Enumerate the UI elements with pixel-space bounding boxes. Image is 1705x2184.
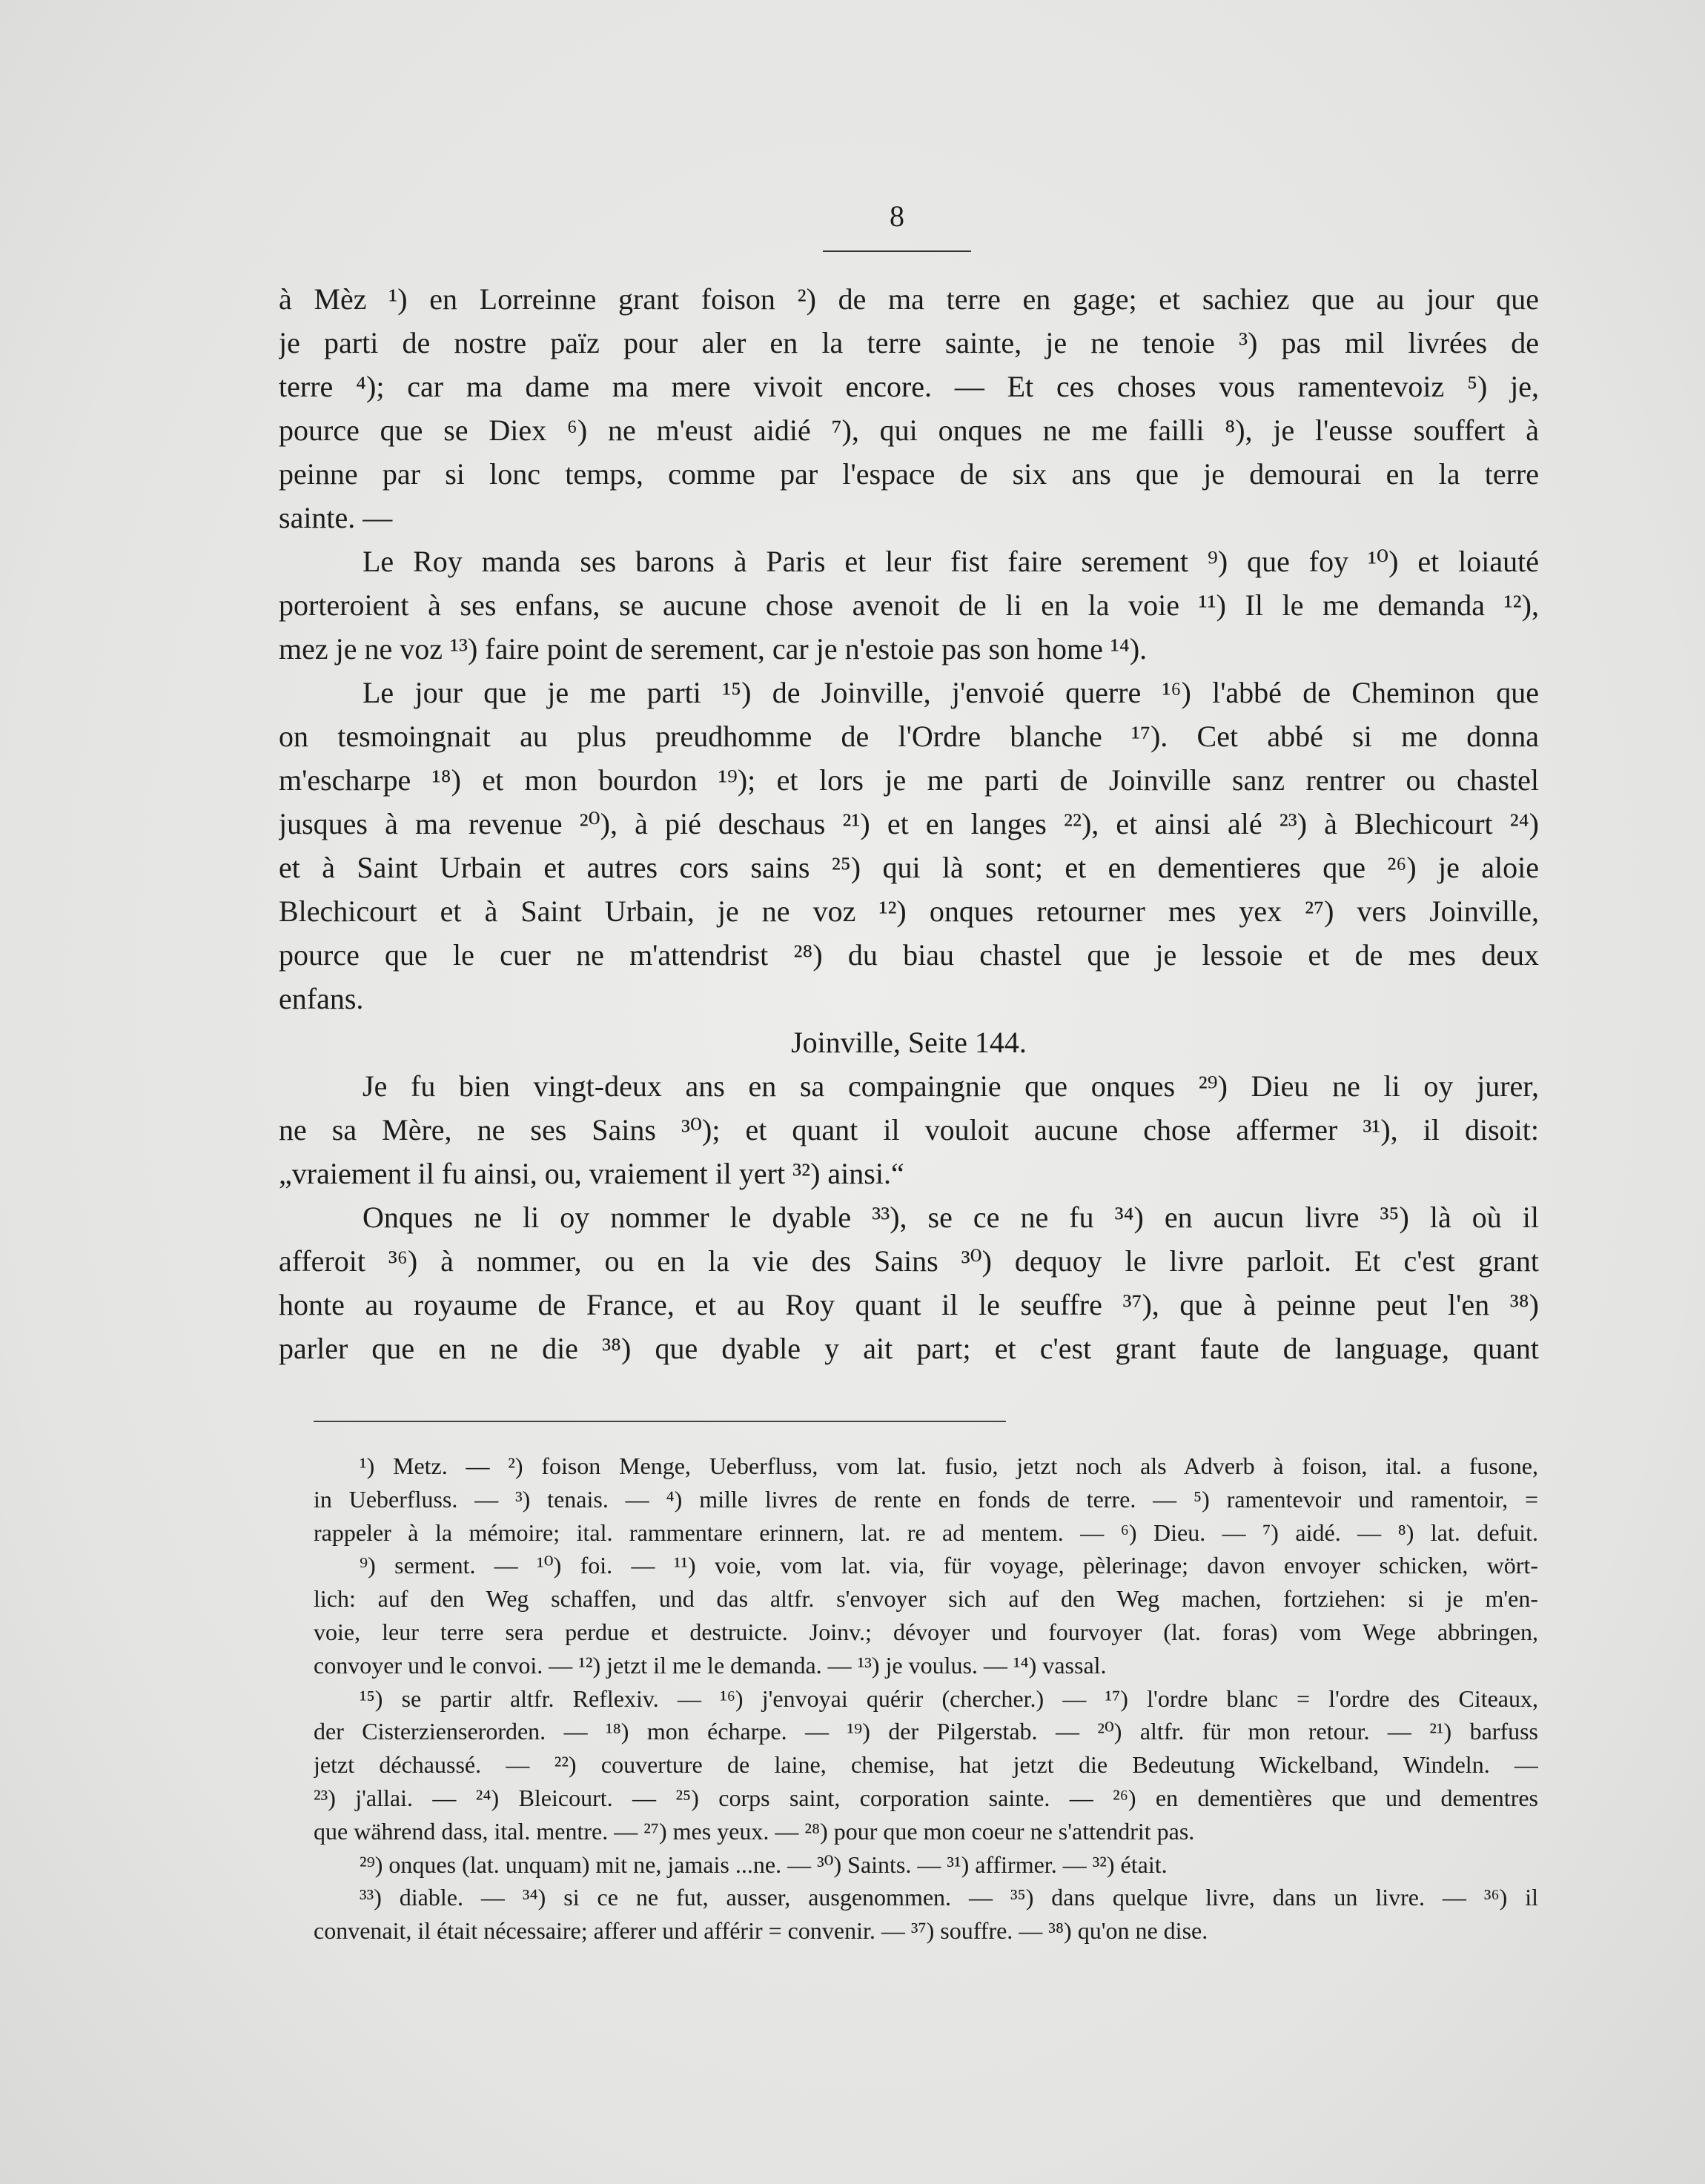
footnote-line: ²³) j'allai. — ²⁴) Bleicourt. — ²⁵) corps saint, corporation sainte. — ²⁶) en dementières que und dementres: [314, 1784, 1538, 1811]
text-line: je parti de nostre païz pour aler en la terre sainte, je ne tenoie ³) pas mil livrées de: [279, 326, 1539, 359]
text-line: terre ⁴); car ma dame ma mere vivoit encore. — Et ces choses vous ramentevoiz ⁵) je,: [279, 370, 1539, 403]
text-line: Blechicourt et à Saint Urbain, je ne voz ¹²) onques retourner mes yex ²⁷) vers Joinville,: [279, 894, 1539, 928]
footnote-rule: [314, 1421, 1006, 1422]
text-line: m'escharpe ¹⁸) et mon bourdon ¹⁹); et lors je me parti de Joinville sanz rentrer ou chastel: [279, 763, 1539, 797]
text-line: parler que en ne die ³⁸) que dyable y ait part; et c'est grant faute de language, quant: [279, 1332, 1539, 1365]
text-line: Onques ne li oy nommer le dyable ³³), se ce ne fu ³⁴) en aucun livre ³⁵) là où il: [362, 1201, 1539, 1234]
footnote-line: jetzt déchaussé. — ²²) couverture de laine, chemise, hat jetzt die Bedeutung Wickelband, Windeln. —: [314, 1751, 1538, 1779]
footnote-line: ⁹) serment. — ¹⁰) foi. — ¹¹) voie, vom lat. via, für voyage, pèlerinage; davon envoyer schicken, wört-: [360, 1552, 1538, 1579]
text-line: on tesmoingnait au plus preudhomme de l'Ordre blanche ¹⁷). Cet abbé si me donna: [279, 720, 1539, 753]
footnote-line: der Cisterzienserorden. — ¹⁸) mon écharpe. — ¹⁹) der Pilgerstab. — ²⁰) altfr. für mon retour. — ²¹) barfuss: [314, 1718, 1538, 1745]
section-heading: Joinville, Seite 144.: [791, 1026, 1027, 1059]
text-line: porteroient à ses enfans, se aucune chose avenoit de li en la voie ¹¹) Il le me demanda ¹²),: [279, 588, 1539, 622]
text-line: enfans.: [279, 982, 364, 1015]
text-line: „vraiement il fu ainsi, ou, vraiement il yert ³²) ainsi.“: [279, 1157, 904, 1190]
header-rule: [823, 250, 971, 252]
footnote-line: ²⁹) onques (lat. unquam) mit ne, jamais ...ne. — ³⁰) Saints. — ³¹) affirmer. — ³²) était.: [360, 1851, 1168, 1878]
text-line: honte au royaume de France, et au Roy quant il le seuffre ³⁷), que à peinne peut l'en ³⁸): [279, 1288, 1539, 1321]
text-line: Le Roy manda ses barons à Paris et leur fist faire serement ⁹) que foy ¹⁰) et loiauté: [362, 545, 1539, 578]
page-number: 8: [890, 199, 904, 233]
main-text: [279, 277, 1539, 1370]
text-line: et à Saint Urbain et autres cors sains ²⁵) qui là sont; et en dementieres que ²⁶) je aloie: [279, 851, 1539, 884]
footnotes: [314, 1450, 1538, 1948]
footnote-line: rappeler à la mémoire; ital. rammentare erinnern, lat. re ad mentem. — ⁶) Dieu. — ⁷) aidé. — ⁸) lat. defuit.: [314, 1518, 1538, 1546]
footnote-line: convenait, il était nécessaire; afferer und afférir = convenir. — ³⁷) souffre. — ³⁸) qu'on ne dise.: [314, 1917, 1208, 1945]
text-line: peinne par si lonc temps, comme par l'espace de six ans que je demourai en la terre: [279, 457, 1539, 491]
text-line: jusques à ma revenue ²⁰), à pié deschaus ²¹) et en langes ²²), et ainsi alé ²³) à Blechicourt ²⁴): [279, 807, 1539, 840]
text-line: afferoit ³⁶) à nommer, ou en la vie des Sains ³⁰) dequoy le livre parloit. Et c'est grant: [279, 1244, 1539, 1278]
text-line: ne sa Mère, ne ses Sains ³⁰); et quant il vouloit aucune chose affermer ³¹), il disoit:: [279, 1113, 1539, 1146]
text-line: pource que le cuer ne m'attendrist ²⁸) du biau chastel que je lessoie et de mes deux: [279, 938, 1539, 972]
text-line: Je fu bien vingt-deux ans en sa compaingnie que onques ²⁹) Dieu ne li oy jurer,: [362, 1069, 1539, 1103]
text-line: pource que se Diex ⁶) ne m'eust aidié ⁷), qui onques ne me failli ⁸), je l'eusse souffert à: [279, 414, 1539, 447]
footnote-line: lich: auf den Weg schaffen, und das altfr. s'envoyer sich auf den Weg machen, fortziehen: si je m'en-: [314, 1585, 1538, 1613]
footnote-line: que während dass, ital. mentre. — ²⁷) mes yeux. — ²⁸) pour que mon coeur ne s'attendrit pas.: [314, 1817, 1195, 1845]
text-line: à Mèz ¹) en Lorreinne grant foison ²) de ma terre en gage; et sachiez que au jour que: [279, 282, 1539, 316]
footnote-line: convoyer und le convoi. — ¹²) jetzt il me le demanda. — ¹³) je voulus. — ¹⁴) vassal.: [314, 1651, 1107, 1679]
text-line: sainte. —: [279, 501, 393, 534]
footnote-line: ¹⁵) se partir altfr. Reflexiv. — ¹⁶) j'envoyai quérir (chercher.) — ¹⁷) l'ordre blanc = l'ordre des Citeaux,: [360, 1685, 1538, 1712]
footnote-line: ³³) diable. — ³⁴) si ce ne fut, ausser, ausgenommen. — ³⁵) dans quelque livre, dans un livre. — ³⁶) il: [360, 1884, 1538, 1911]
text-line: Le jour que je me parti ¹⁵) de Joinville, j'envoié querre ¹⁶) l'abbé de Cheminon que: [362, 676, 1539, 709]
footnote-line: ¹) Metz. — ²) foison Menge, Ueberfluss, vom lat. fusio, jetzt noch als Adverb à foison, ital. a fusone,: [360, 1453, 1538, 1479]
footnote-line: voie, leur terre sera perdue et destruicte. Joinv.; dévoyer und fourvoyer (lat. foras) vom Wege abbringen,: [314, 1618, 1538, 1645]
footnote-line: in Ueberfluss. — ³) tenais. — ⁴) mille livres de rente en fonds de terre. — ⁵) ramentevoir und ramentoir, =: [314, 1485, 1538, 1513]
text-line: mez je ne voz ¹³) faire point de serement, car je n'estoie pas son home ¹⁴).: [279, 632, 1148, 666]
